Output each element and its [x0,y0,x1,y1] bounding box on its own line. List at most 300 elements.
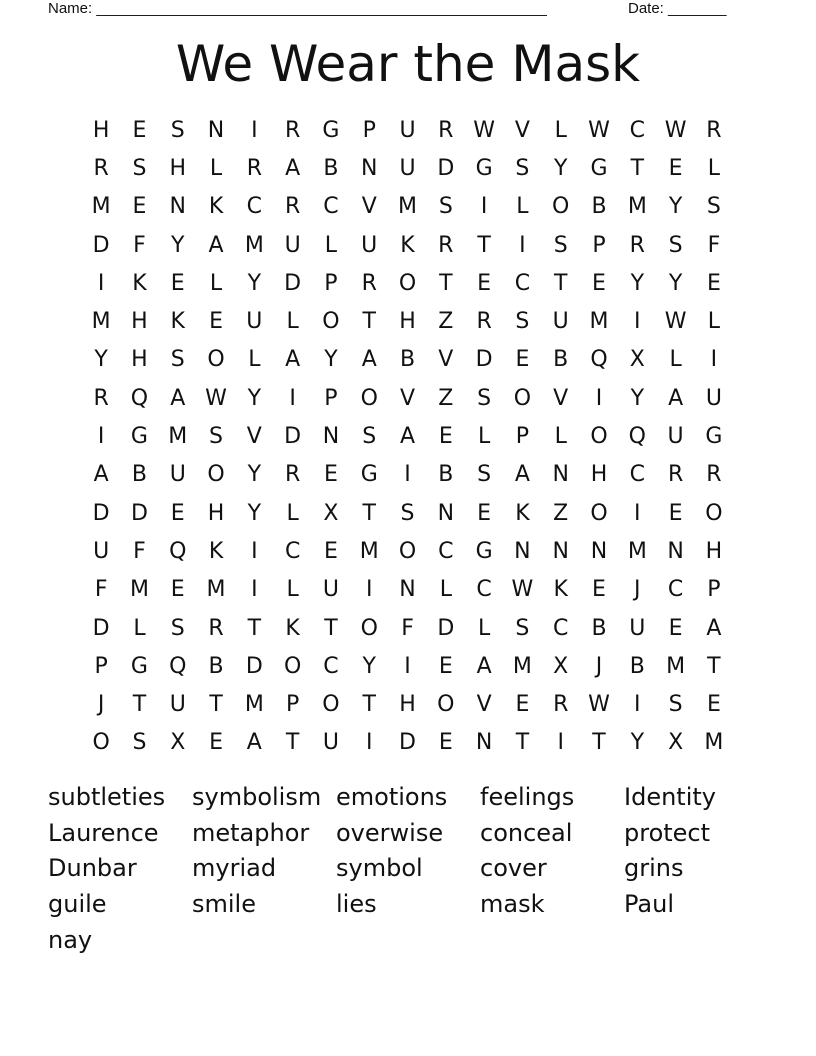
grid-letter: Q [590,347,608,373]
grid-letter: R [93,155,109,181]
grid-letter: D [245,653,263,679]
grid-letter: E [170,270,185,296]
name-field[interactable]: Name: ______________________________________________________ [48,0,547,17]
grid-letter: X [629,347,645,373]
grid-letter: O [322,692,340,718]
grid-letter: V [361,194,377,220]
grid-letter: F [133,232,146,258]
grid-letter: O [322,309,340,335]
grid-letter: U [169,462,186,488]
grid-letter: M [627,538,647,564]
grid-letter: M [589,309,609,335]
grid-letter: A [208,232,224,258]
grid-letter: M [398,194,418,220]
grid-letter: M [244,692,264,718]
grid-letter: B [131,462,147,488]
grid-letter: U [399,117,416,143]
grid-letter: A [361,347,377,373]
grid-letter: F [133,538,146,564]
grid-letter: E [706,692,721,718]
grid-letter: Y [94,347,108,373]
grid-letter: M [704,730,724,756]
grid-letter: F [707,232,721,258]
grid-letter: N [169,194,186,220]
grid-letter: O [360,615,378,641]
grid-letter: V [553,385,569,411]
grid-letter: E [668,500,683,526]
grid-letter: K [208,538,224,564]
grid-letter: G [475,155,493,181]
grid-letter: E [323,538,338,564]
grid-letter: I [251,577,258,603]
grid-letter: R [476,309,492,335]
grid-letter: L [554,117,567,143]
grid-letter: U [322,730,339,756]
grid-letter: L [554,424,567,450]
grid-letter: D [92,232,110,258]
grid-letter: L [477,424,491,450]
grid-letter: U [361,232,378,258]
grid-letter: V [246,424,262,450]
grid-letter: D [399,730,416,756]
grid-letter: M [91,309,111,335]
grid-letter: T [477,232,491,258]
grid-letter: H [399,309,416,335]
grid-letter: M [168,424,188,450]
grid-letter: N [399,577,416,603]
grid-letter: X [170,730,186,756]
grid-letter: R [284,194,301,220]
grid-letter: M [512,653,532,679]
grid-letter: C [246,194,263,220]
grid-letter: A [514,462,530,488]
grid-letter: M [206,577,226,603]
grid-letter: E [706,270,721,296]
grid-letter: S [515,309,530,335]
word-list-item: Laurence [48,818,159,847]
grid-letter: L [248,347,261,373]
grid-letter: K [553,577,568,603]
grid-letter: W [664,117,687,143]
word-list-item: feelings [480,783,575,811]
grid-letter: R [284,462,301,488]
grid-letter: E [132,194,147,220]
grid-letter: U [399,155,416,181]
grid-letter: V [514,117,530,143]
grid-letter: L [209,270,223,296]
grid-letter: L [707,309,721,335]
grid-letter: U [284,232,301,258]
word-list-item: overwise [336,818,444,847]
grid-letter: G [322,117,340,143]
grid-letter: M [244,232,264,258]
grid-letter: N [552,462,569,488]
grid-letter: E [438,424,453,450]
grid-letter: E [477,500,492,526]
grid-letter: S [400,500,415,526]
grid-letter: R [629,232,645,258]
grid-letter: P [515,424,530,450]
grid-letter: E [209,309,223,335]
grid-letter: O [590,424,608,450]
grid-letter: T [285,730,300,756]
grid-letter: A [706,615,722,641]
grid-letter: M [666,653,686,679]
grid-letter: X [553,653,569,679]
grid-letter: E [170,577,185,603]
grid-letter: C [514,270,531,296]
grid-letter: I [557,730,564,756]
grid-letter: C [476,577,492,603]
grid-letter: Y [324,347,338,373]
grid-letter: L [669,347,682,373]
grid-letter: D [92,615,110,641]
grid-letter: C [438,538,454,564]
grid-letter: A [476,653,492,679]
grid-letter: T [630,155,645,181]
grid-letter: R [361,270,377,296]
grid-letter: W [664,309,687,335]
grid-letter: I [710,347,718,373]
word-list-item: grins [624,854,684,883]
grid-letter: X [323,500,339,526]
grid-letter: S [706,194,721,220]
grid-letter: L [286,577,299,603]
grid-letter: D [437,155,455,181]
grid-letter: M [359,538,379,564]
grid-letter: S [362,424,377,450]
grid-letter: E [438,653,453,679]
grid-letter: Q [130,385,149,411]
letter-grid [82,111,733,762]
grid-letter: R [93,385,109,411]
grid-letter: S [553,232,568,258]
grid-letter: N [322,424,340,450]
word-list-item: conceal [480,818,573,847]
grid-letter: F [94,577,108,603]
word-list-item: smile [192,890,256,919]
grid-letter: W [511,577,534,603]
grid-letter: D [130,500,148,526]
grid-letter: Q [628,424,646,450]
grid-letter: O [437,692,455,718]
grid-letter: Y [247,385,262,411]
grid-letter: O [207,462,225,488]
grid-letter: E [132,117,147,143]
grid-letter: R [553,692,569,718]
grid-letter: U [93,538,110,564]
grid-letter: G [590,155,608,181]
grid-letter: L [286,309,299,335]
grid-letter: S [170,347,185,373]
grid-letter: P [324,270,338,296]
grid-letter: O [207,347,225,373]
grid-letter: O [590,500,608,526]
grid-letter: E [668,155,683,181]
grid-letter: F [401,615,414,641]
grid-letter: I [519,232,526,258]
grid-letter: A [93,462,109,488]
grid-letter: Y [247,462,262,488]
grid-letter: D [284,424,302,450]
word-list-item: symbolism [192,783,322,811]
word-list-item: guile [48,890,107,919]
grid-letter: I [634,309,641,335]
grid-letter: O [552,194,570,220]
word-list-item: nay [48,925,93,954]
grid-letter: L [286,500,299,526]
grid-letter: T [362,692,376,718]
grid-letter: W [588,692,610,718]
grid-letter: S [170,117,185,143]
word-list-item: Paul [624,890,674,919]
grid-letter: J [634,577,641,603]
word-list-item: metaphor [192,818,310,847]
grid-letter: B [438,462,454,488]
grid-letter: K [515,500,530,526]
grid-letter: B [208,653,224,679]
grid-letter: S [668,232,683,258]
grid-letter: T [247,615,262,641]
grid-letter: D [284,270,302,296]
grid-letter: O [705,500,723,526]
grid-letter: O [398,538,417,564]
word-list [48,780,768,958]
grid-letter: S [477,385,492,411]
grid-letter: T [592,730,606,756]
grid-letter: I [97,424,105,450]
grid-letter: R [438,117,454,143]
grid-letter: T [209,692,223,718]
grid-letter: M [129,577,149,603]
grid-letter: A [285,155,301,181]
grid-letter: N [437,500,455,526]
grid-letter: I [634,692,641,718]
grid-letter: N [360,155,378,181]
grid-letter: E [438,730,453,756]
grid-letter: C [323,653,339,679]
grid-letter: L [209,155,223,181]
grid-letter: H [705,538,723,564]
grid-letter: I [251,538,258,564]
grid-letter: E [209,730,223,756]
grid-letter: U [246,309,263,335]
grid-letter: H [131,347,148,373]
grid-letter: S [132,730,147,756]
grid-letter: D [437,615,455,641]
grid-letter: A [668,385,684,411]
grid-letter: T [132,692,147,718]
grid-letter: L [516,194,529,220]
grid-letter: A [399,424,416,450]
grid-letter: T [707,653,721,679]
grid-letter: C [284,538,301,564]
word-list-item: subtleties [48,783,166,811]
grid-letter: Z [438,309,454,335]
word-list-item: symbol [336,854,423,883]
grid-letter: Y [630,385,645,411]
grid-letter: E [515,692,530,718]
grid-letter: P [362,117,376,143]
grid-letter: E [592,270,606,296]
date-field[interactable]: Date: _______ [628,0,727,17]
word-list-item: Dunbar [48,854,137,883]
grid-letter: S [132,155,147,181]
grid-letter: P [94,653,108,679]
grid-letter: U [322,577,339,603]
grid-letter: U [667,424,684,450]
grid-letter: I [404,462,411,488]
grid-letter: H [131,309,148,335]
word-list-item: lies [336,890,377,919]
grid-letter: P [592,232,606,258]
grid-letter: A [170,385,186,411]
grid-letter: H [399,692,416,718]
grid-letter: M [627,194,647,220]
grid-letter: J [595,653,603,679]
grid-letter: P [285,692,300,718]
grid-letter: B [553,347,569,373]
grid-letter: U [552,309,569,335]
grid-letter: W [205,385,227,411]
grid-letter: C [629,117,645,143]
grid-letter: R [706,462,722,488]
grid-letter: K [400,232,415,258]
grid-letter: Z [438,385,454,411]
grid-letter: R [438,232,454,258]
grid-letter: U [169,692,186,718]
grid-letter: W [473,117,495,143]
grid-letter: T [439,270,453,296]
grid-letter: Y [553,155,568,181]
grid-letter: O [283,653,302,679]
grid-letter: L [439,577,452,603]
grid-letter: L [707,155,721,181]
grid-letter: Y [668,270,683,296]
grid-letter: L [324,232,338,258]
grid-letter: B [399,347,416,373]
grid-letter: W [588,117,610,143]
word-list-item: mask [480,890,545,919]
grid-letter: I [97,270,105,296]
grid-letter: N [475,730,493,756]
grid-letter: E [170,500,185,526]
grid-letter: K [285,615,300,641]
word-list-item: myriad [192,854,277,883]
grid-letter: Z [553,500,569,526]
grid-letter: L [477,615,491,641]
grid-letter: U [629,615,646,641]
grid-letter: I [365,577,373,603]
grid-letter: H [207,500,225,526]
grid-letter: B [591,194,607,220]
grid-letter: B [629,653,645,679]
grid-letter: K [170,309,185,335]
grid-letter: N [207,117,225,143]
grid-letter: E [592,577,606,603]
grid-letter: T [553,270,568,296]
grid-letter: Y [630,730,645,756]
grid-letter: R [706,117,722,143]
grid-letter: E [515,347,530,373]
grid-letter: H [92,117,110,143]
grid-letter: K [132,270,147,296]
grid-letter: A [285,347,301,373]
page-title: We Wear the Mask [175,35,641,93]
grid-letter: X [668,730,684,756]
grid-letter: E [477,270,492,296]
grid-letter: Y [362,653,376,679]
grid-letter: O [513,385,532,411]
grid-letter: C [667,577,684,603]
grid-letter: R [208,615,224,641]
grid-letter: Y [668,194,683,220]
grid-letter: Y [171,232,185,258]
grid-letter: A [246,730,262,756]
grid-letter: S [668,692,683,718]
grid-letter: I [365,730,373,756]
grid-letter: Q [169,538,187,564]
grid-letter: O [398,270,417,296]
grid-letter: N [552,538,569,564]
grid-letter: G [360,462,378,488]
grid-letter: D [92,500,110,526]
grid-letter: S [438,194,453,220]
grid-letter: P [707,577,721,603]
grid-letter: T [362,309,376,335]
grid-letter: C [323,194,339,220]
word-list-item: cover [480,854,547,883]
grid-letter: I [251,117,258,143]
grid-letter: C [553,615,569,641]
grid-letter: H [169,155,187,181]
grid-letter: N [667,538,684,564]
grid-letter: S [515,155,530,181]
grid-letter: H [590,462,608,488]
grid-letter: U [705,385,722,411]
grid-letter: I [289,385,296,411]
grid-letter: V [438,347,454,373]
word-list-item: Identity [624,783,716,811]
grid-letter: J [97,692,105,718]
grid-letter: L [133,615,146,641]
grid-letter: C [629,462,645,488]
grid-letter: R [667,462,684,488]
grid-letter: Q [169,653,187,679]
grid-letter: E [668,615,683,641]
grid-letter: I [634,500,641,526]
grid-letter: V [399,385,416,411]
grid-letter: K [208,194,224,220]
grid-letter: I [480,194,488,220]
grid-letter: G [475,538,493,564]
grid-letter: I [404,653,411,679]
grid-letter: O [92,730,110,756]
grid-letter: V [476,692,492,718]
grid-letter: O [360,385,378,411]
grid-letter: G [130,653,148,679]
grid-letter: S [209,424,224,450]
grid-letter: Y [247,270,262,296]
grid-letter: T [324,615,338,641]
grid-letter: D [475,347,493,373]
grid-letter: R [246,155,262,181]
grid-letter: R [284,117,301,143]
grid-letter: E [323,462,338,488]
grid-letter: G [130,424,148,450]
grid-letter: P [324,385,338,411]
grid-letter: B [323,155,339,181]
